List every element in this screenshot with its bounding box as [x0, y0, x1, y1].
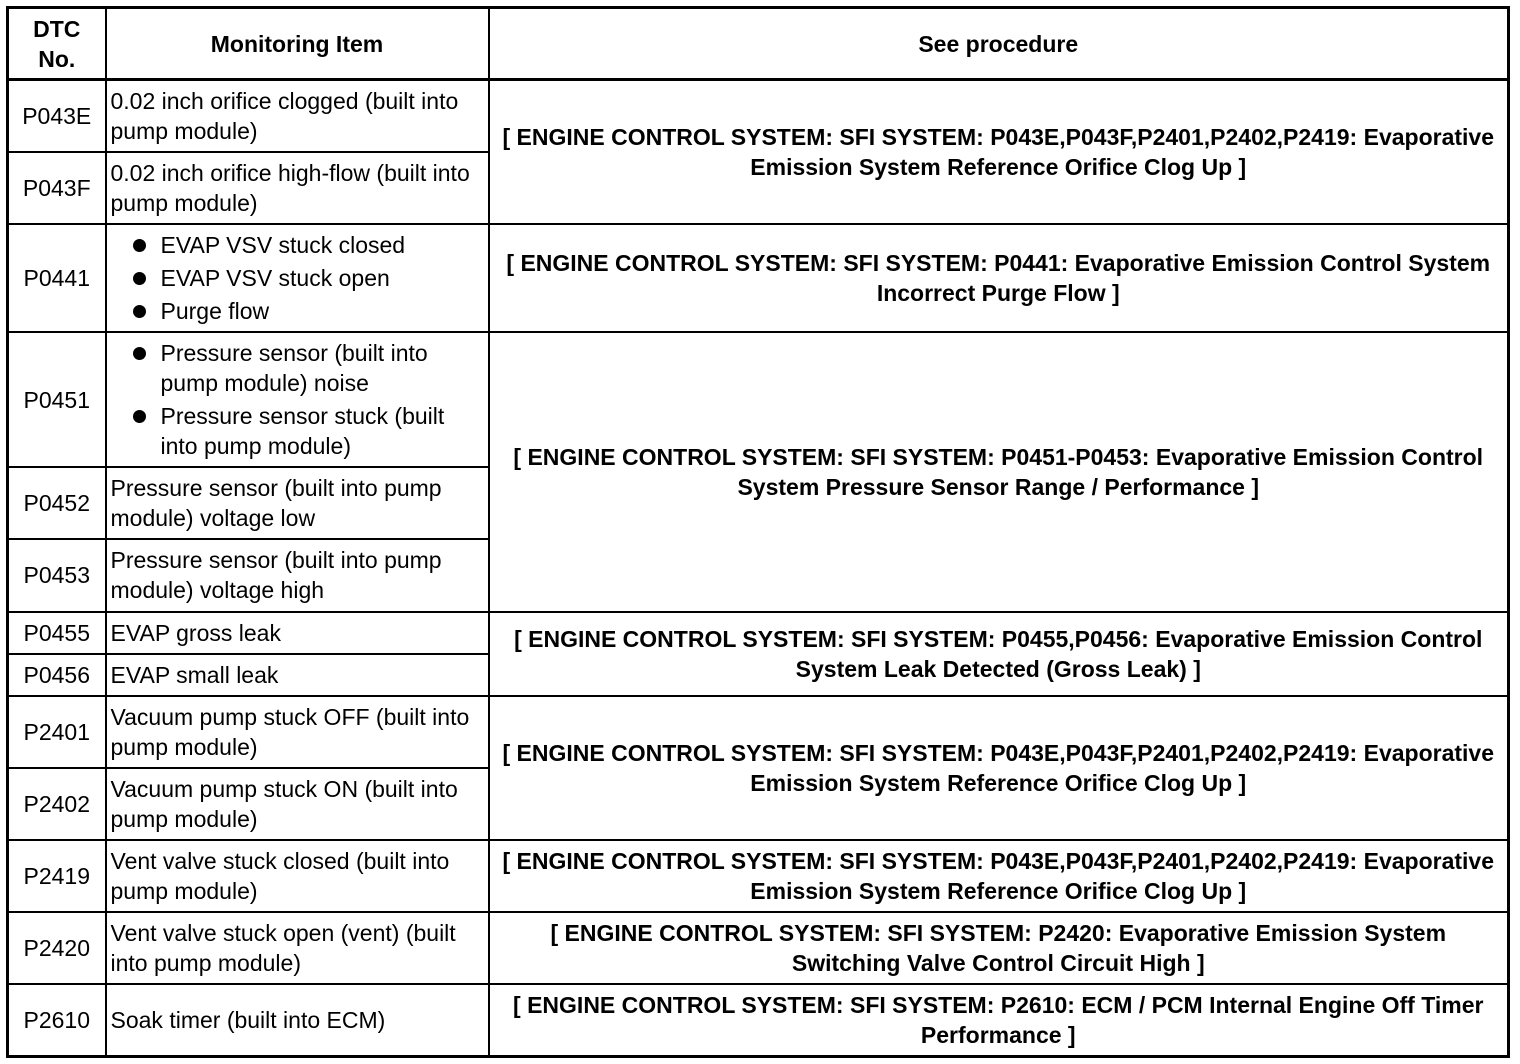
table-row: [8, 912, 1509, 984]
list-item: EVAP VSV stuck closed: [111, 230, 484, 260]
monitoring-item: 0.02 inch orifice clogged (built into pump module): [106, 80, 489, 152]
dtc-code: P2402: [8, 768, 106, 840]
header-row: [8, 8, 1509, 80]
monitoring-item: Vacuum pump stuck OFF (built into pump module): [106, 696, 489, 768]
dtc-table: [6, 6, 1510, 1058]
dtc-code: P0456: [8, 654, 106, 696]
dtc-code: P043E: [8, 80, 106, 152]
monitoring-item: 0.02 inch orifice high-flow (built into pump module): [106, 152, 489, 224]
dtc-code: P2610: [8, 984, 106, 1056]
monitoring-item: Pressure sensor (built into pump module) voltage low: [106, 467, 489, 539]
dtc-code: P0441: [8, 224, 106, 332]
procedure-link[interactable]: [ ENGINE CONTROL SYSTEM: SFI SYSTEM: P2610: ECM / PCM Internal Engine Off Timer Performance ]: [489, 984, 1509, 1056]
procedure-link[interactable]: [ ENGINE CONTROL SYSTEM: SFI SYSTEM: P0451-P0453: Evaporative Emission Control System Pressure Sensor Range / Performance ]: [489, 332, 1509, 612]
dtc-code: P2420: [8, 912, 106, 984]
procedure-link[interactable]: [ ENGINE CONTROL SYSTEM: SFI SYSTEM: P0455,P0456: Evaporative Emission Control System Leak Detected (Gross Leak) ]: [489, 612, 1509, 696]
monitoring-item-header: Monitoring Item: [106, 8, 489, 80]
table-row: [8, 984, 1509, 1056]
table-row: [8, 224, 1509, 332]
see-procedure-header: See procedure: [489, 8, 1509, 80]
table-row: [8, 332, 1509, 467]
monitoring-item: Soak timer (built into ECM): [106, 984, 489, 1056]
dtc-code: P0452: [8, 467, 106, 539]
dtc-code: P0455: [8, 612, 106, 654]
monitoring-item-list: [111, 230, 484, 326]
monitoring-item: EVAP gross leak: [106, 612, 489, 654]
dtc-code: P2419: [8, 840, 106, 912]
monitoring-item: EVAP small leak: [106, 654, 489, 696]
monitoring-item: Pressure sensor (built into pump module) voltage high: [106, 539, 489, 611]
procedure-link[interactable]: [ ENGINE CONTROL SYSTEM: SFI SYSTEM: P043E,P043F,P2401,P2402,P2419: Evaporative Emission System Reference Orifice Clog Up ]: [489, 80, 1509, 224]
list-item: Purge flow: [111, 296, 484, 326]
dtc-no-header: DTC No.: [8, 8, 106, 80]
list-item: EVAP VSV stuck open: [111, 263, 484, 293]
list-item: Pressure sensor stuck (built into pump module): [111, 401, 484, 461]
dtc-code: P0453: [8, 539, 106, 611]
dtc-code: P0451: [8, 332, 106, 467]
monitoring-item-list: [111, 338, 484, 461]
procedure-link[interactable]: [ ENGINE CONTROL SYSTEM: SFI SYSTEM: P043E,P043F,P2401,P2402,P2419: Evaporative Emission System Reference Orifice Clog Up ]: [489, 696, 1509, 840]
table-row: [8, 840, 1509, 912]
procedure-link[interactable]: [ ENGINE CONTROL SYSTEM: SFI SYSTEM: P2420: Evaporative Emission System Switching Valve Control Circuit High ]: [489, 912, 1509, 984]
table-row: [8, 80, 1509, 152]
monitoring-item: [106, 224, 489, 332]
monitoring-item: Vent valve stuck closed (built into pump module): [106, 840, 489, 912]
procedure-link[interactable]: [ ENGINE CONTROL SYSTEM: SFI SYSTEM: P0441: Evaporative Emission Control System Incorrect Purge Flow ]: [489, 224, 1509, 332]
table-row: [8, 696, 1509, 768]
dtc-code: P2401: [8, 696, 106, 768]
monitoring-item: Vacuum pump stuck ON (built into pump module): [106, 768, 489, 840]
monitoring-item: [106, 332, 489, 467]
procedure-link[interactable]: [ ENGINE CONTROL SYSTEM: SFI SYSTEM: P043E,P043F,P2401,P2402,P2419: Evaporative Emission System Reference Orifice Clog Up ]: [489, 840, 1509, 912]
monitoring-item: Vent valve stuck open (vent) (built into pump module): [106, 912, 489, 984]
table-row: [8, 612, 1509, 654]
list-item: Pressure sensor (built into pump module) noise: [111, 338, 484, 398]
dtc-code: P043F: [8, 152, 106, 224]
